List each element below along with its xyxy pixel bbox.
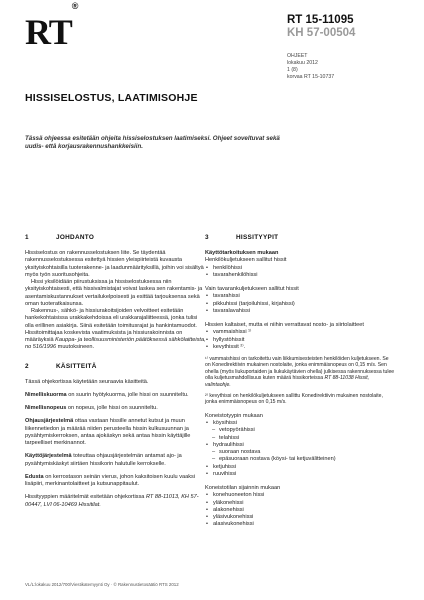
section-1-paragraph: Rakennus-, sähkö- ja hissiurakoitsijoiden velvoitteet esitetään hankekohtaisissa urakkakehdoissa eli urakkarajaliitteessä, jonka tulisi olla erillinen asiakirja. Siinä esitetään toimitusrajat ja hankintamuodot. Hissitoimittajaa koskevista vaatimuksista ja hissiurakoinnista on määräyksiä Kauppa- ja teollisuusministeriön päätöksessä sähkölaitteista, no 516/1996 muutoksineen. [25, 308, 206, 351]
list-title: Koneistotyypin mukaan [205, 412, 263, 419]
section-1-paragraph: Hissi yksilöidään piirustuksissa ja hissiselostuksessa niin yksityiskohtaisesti, että hissivalmistajat voivat laskea sen rakentamis- ja asentamiskustannukset vertailukelpoisesti ja esittää tarjouksensa sekä oman tuoteratkaisunsa. [25, 279, 203, 307]
term-definition: Edusta on kerrostason seinän vierus, johon kaksitoisen kuulu vaaksi lisäpiiri, merkinantolaitteet ja kutsunappitaulut. [25, 473, 196, 487]
kh-card-code: KH 57-00504 [287, 27, 356, 39]
list-item: • ruuvihissi [205, 471, 395, 478]
list-item: • yläkonehissi [205, 500, 395, 507]
doc-replaces: korvaa RT 15-10737 [287, 74, 335, 80]
list-subitem: – vetopyörähissi [205, 427, 395, 434]
list-item: • köysihissi [205, 420, 395, 427]
machinery-type-list [205, 420, 395, 478]
list-item: • tavaralavahissi [205, 308, 395, 315]
passenger-lift-list [205, 265, 395, 280]
list-item: • alasivukonehissi [205, 521, 395, 528]
term-definition: Ohjausjärjestelmä ottaa vastaan hissille annetut kutsut ja muun liikennetiedon ja määrää niiden perusteella hissin kulkusuunnan ja pysähtymiskerroksen, antaa ajokäskyn sekä antaa hissin käyttäjille tarpeelliset merkinannot. [25, 418, 191, 446]
list-title: Vain tavarankuljetukseen sallitut hissit [205, 286, 299, 292]
section-1-paragraph: Hissiselostus on rakennusselostuksen liite. Se täydentää rakennusselostuksessa esitettyä hissien yleispiirteistä kuvausta yksityiskohtaisilla tuoterakenne- ja laadunmäärityksillä, joihin voi sisältyä myös työn suoritusohjeita. [25, 250, 204, 278]
footnote-2: ²⁾ kevythissi on henkilökuljetukseen sallittu Konedirektiivin mukainen nostolaite, jonka enimmäisnopeus on 0,15 m/s. [205, 393, 383, 406]
list-item: • hyllystöhissit [205, 337, 395, 344]
page-footer: VL/L:lokakuu 2012/700/Viestikatemyynti Oy · © Rakennustietosäätiö RTS 2012 [25, 582, 179, 587]
list-item: • vammaishissi ¹⁾ [205, 329, 395, 336]
list-item: • ketjuhissi [205, 464, 395, 471]
machine-room-location-list [205, 492, 395, 528]
list-title: Koneistotilan sijainnin mukaan [205, 485, 281, 492]
footnote-1: ¹⁾ vammaishissi on tarkoitettu vain liikkumisesteisten henkilöiden kuljetukseen. Se on Konedirektiivin mukainen nostolaite, jonka enimmäisnopeus on 0,15 m/s. Sen ohella (myös liukuportaiden ja liukukäytävien ohella) julkisessa rakennuksessa tulee olla kuljetusmahdollisuus kuten määrä hissikorteissa RT 88-11038 Hissit, valintaohje. [205, 356, 395, 388]
card-meta [287, 53, 334, 81]
section-2-intro: Tässä ohjekortissa käytetään seuraavia käsitteitä. [25, 378, 149, 385]
list-item: • henkilöhissi [205, 265, 395, 272]
doc-type: OHJEET [287, 53, 308, 59]
list-title: Hissien kaltaiset, mutta ei niihin verrattavat nosto- ja siirtolaitteet [205, 322, 364, 328]
section-2-heading: 2 KÄSITTEITÄ [25, 362, 97, 370]
rt-card-code: RT 15-11095 [287, 14, 354, 26]
list-item: • yläsivukonehissi [205, 514, 395, 521]
section-2-closing: Hissityyppien määritelmät esitetään ohjekortissa RT 88-11013, KH 57-00447, LVI 06-10469 Hissitilat. [25, 494, 199, 508]
doc-date: lokakuu 2012 [287, 60, 318, 66]
list-item: • alakonehissi [205, 507, 395, 514]
rt-logo: RT® [25, 1, 79, 52]
term-definition: Nimellisnopeus on nopeus, jolle hissi on suunniteltu. [25, 405, 158, 411]
card-codes [287, 14, 355, 40]
right-column [205, 234, 395, 529]
list-item: • konehuoneeton hissi [205, 492, 395, 499]
list-subitem: – epäsuoraan nostava (köysi- tai ketjuvälitteinen) [205, 456, 395, 463]
subheading-purpose: Käyttötarkoituksen mukaan [205, 250, 279, 256]
list-item: • hydraulihissi [205, 442, 395, 449]
term-definition: Nimelliskuorma on suurin hyötykuorma, jolle hissi on suunniteltu. [25, 391, 189, 398]
lift-like-devices-list [205, 329, 395, 351]
lead-paragraph: Tässä ohjeessa esitetään ohjeita hissiselostuksen laatimiseksi. Ohjeet soveltuvat sekä uudis- että korjausrakennushankkeisiin. [25, 135, 280, 151]
section-1-heading: 1 JOHDANTO [25, 234, 95, 241]
document-title: HISSISELOSTUS, LAATIMISOHJE [25, 92, 198, 104]
doc-pages: 1 (8) [287, 67, 298, 73]
list-title: Henkilökuljetukseen sallitut hissit [205, 257, 287, 264]
list-item: • tavarahenkilöhissi [205, 272, 395, 279]
list-subitem: – suoraan nostava [205, 449, 395, 456]
list-subitem: – telahissi [205, 435, 395, 442]
list-item: • pikkuhissi (tarjoiluhissi, kirjahissi) [205, 301, 395, 308]
list-item: • kevythissit ²⁾. [205, 344, 395, 351]
section-3-heading: 3 HISSITYYPIT [205, 234, 279, 241]
left-column [25, 234, 206, 509]
term-definition: Käyttöjärjestelmä toteuttaa ohjausjärjestelmän antamat ajo- ja pysähtymiskäskyt siirtäen hissikorin halutulle kerrokselle. [25, 453, 182, 467]
goods-lift-list [205, 293, 395, 315]
list-item: • tavarahissi [205, 293, 395, 300]
